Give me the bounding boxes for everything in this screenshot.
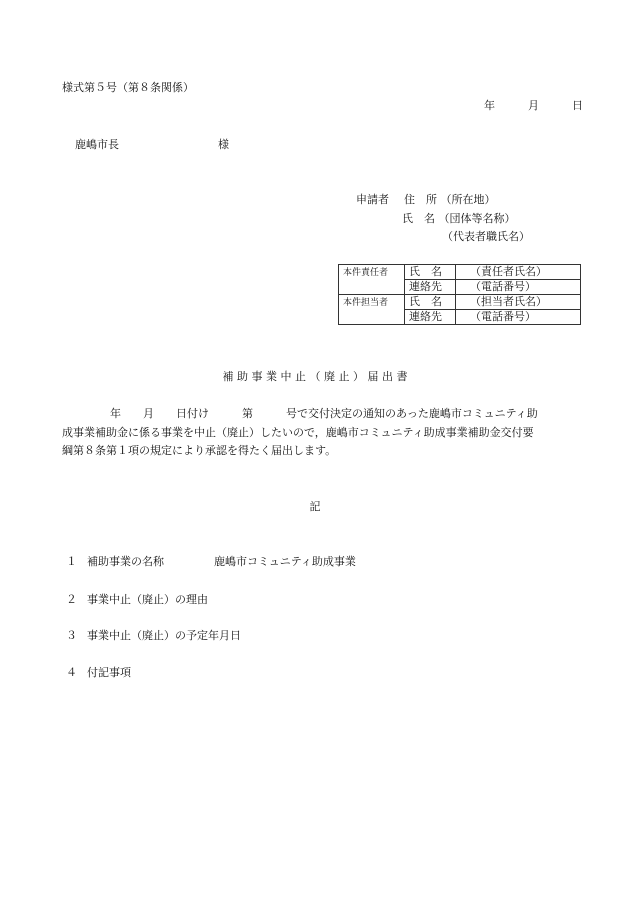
item-number: １	[66, 555, 77, 568]
document-title: 補 助 事 業 中 止 （ 廃 止 ） 届 出 書	[222, 370, 408, 383]
applicant-address-row	[356, 193, 496, 207]
item-label: 事業中止（廃止）の理由	[87, 593, 208, 606]
table-row	[339, 265, 581, 280]
value-cell: （電話番号）	[456, 310, 581, 325]
item-label: 付記事項	[87, 666, 131, 679]
field-cell: 氏 名	[405, 265, 456, 280]
field-cell: 氏 名	[405, 295, 456, 310]
applicant-name-row	[402, 212, 516, 226]
name-label: 氏 名	[402, 212, 435, 225]
addressee	[75, 138, 229, 152]
applicant-role-label: 申請者	[356, 193, 389, 206]
name-note: （団体等名称）	[438, 212, 516, 225]
addressee-name: 鹿嶋市長	[75, 138, 119, 151]
item-value: 鹿嶋市コミュニティ助成事業	[214, 555, 356, 568]
addressee-honorific: 様	[218, 138, 229, 151]
list-item	[66, 593, 208, 607]
item-number: ４	[66, 666, 77, 679]
address-note: （所在地）	[440, 193, 496, 206]
table-row	[339, 295, 581, 310]
value-cell: （電話番号）	[456, 280, 581, 295]
representative-note: （代表者職氏名）	[442, 230, 530, 243]
date-month: 月	[528, 99, 539, 112]
date-line	[484, 99, 583, 113]
list-item	[66, 629, 241, 643]
field-cell: 連絡先	[405, 280, 456, 295]
body-line-3: 綱第８条第１項の規定により承認を得たく届出します。	[62, 444, 337, 457]
form-label: 様式第５号（第８条関係）	[62, 81, 194, 94]
item-number: ２	[66, 593, 77, 606]
item-label: 事業中止（廃止）の予定年月日	[87, 629, 241, 642]
item-number: ３	[66, 629, 77, 642]
role-cell-staff: 本件担当者	[339, 295, 405, 325]
body-line-1: 年 月 日付け 第 号で交付決定の通知のあった鹿嶋市コミュニティ助	[110, 407, 538, 420]
list-item	[66, 666, 131, 680]
date-year: 年	[484, 99, 495, 112]
field-cell: 連絡先	[405, 310, 456, 325]
body-text	[62, 405, 582, 461]
date-day: 日	[572, 99, 583, 112]
address-label: 住 所	[404, 193, 437, 206]
role-cell-responsible: 本件責任者	[339, 265, 405, 295]
item-label: 補助事業の名称	[87, 555, 164, 568]
ki-heading: 記	[309, 500, 321, 513]
contact-table	[338, 264, 581, 325]
list-item	[66, 555, 356, 569]
value-cell: （責任者氏名）	[456, 265, 581, 280]
body-line-2: 成事業補助金に係る事業を中止（廃止）したいので，鹿嶋市コミュニティ助成事業補助金交付要	[62, 425, 534, 439]
representative-row	[442, 230, 530, 244]
value-cell: （担当者氏名）	[456, 295, 581, 310]
